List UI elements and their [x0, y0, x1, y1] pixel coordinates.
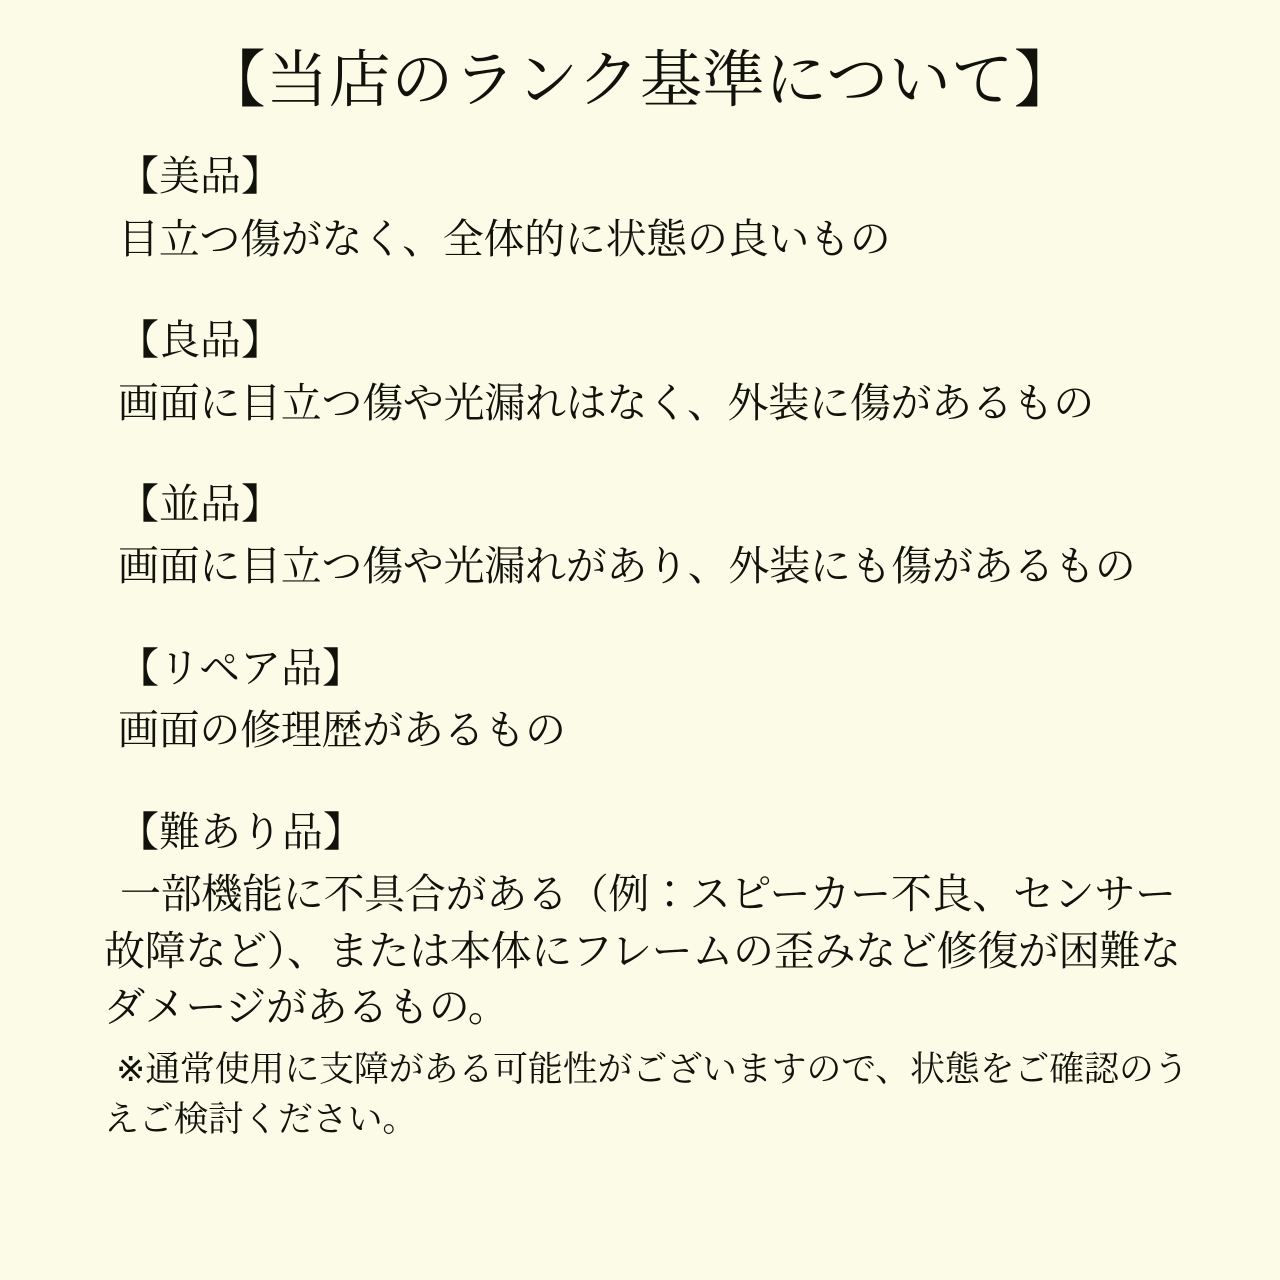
rank-description-ryohin: 画面に目立つ傷や光漏れはなく、外装に傷があるもの [118, 378, 1094, 427]
page-title: 【当店のランク基準について】 [203, 43, 1077, 116]
rank-section-nanari [104, 805, 1200, 1145]
rank-label-namihin: 【並品】 [118, 480, 282, 529]
rank-label-ryohin: 【良品】 [118, 316, 282, 365]
rank-description-nanari: 一部機能に不具合がある（例：スピーカー不良、センサー故障など）、または本体にフレームの歪みなど修復が困難なダメージがあるもの。 [104, 870, 1181, 1032]
rank-section-namihin [118, 477, 1200, 595]
rank-section-list [60, 149, 1220, 1145]
rank-description-namihin: 画面に目立つ傷や光漏れがあり、外装にも傷があるもの [118, 542, 1136, 591]
rank-label-bihin: 【美品】 [118, 152, 282, 201]
rank-label-nanari: 【難あり品】 [118, 807, 364, 856]
rank-label-repair: 【リペア品】 [118, 644, 364, 693]
rank-section-repair [118, 641, 1200, 759]
rank-note-nanari: ※通常使用に支障がある可能性がございますので、状態をご確認のうえご検討ください。 [104, 1050, 1189, 1140]
rank-description-repair: 画面の修理歴があるもの [118, 706, 566, 755]
rank-section-ryohin [118, 313, 1200, 431]
rank-description-bihin: 目立つ傷がなく、全体的に状態の良いもの [118, 214, 891, 263]
rank-section-bihin [118, 149, 1200, 267]
